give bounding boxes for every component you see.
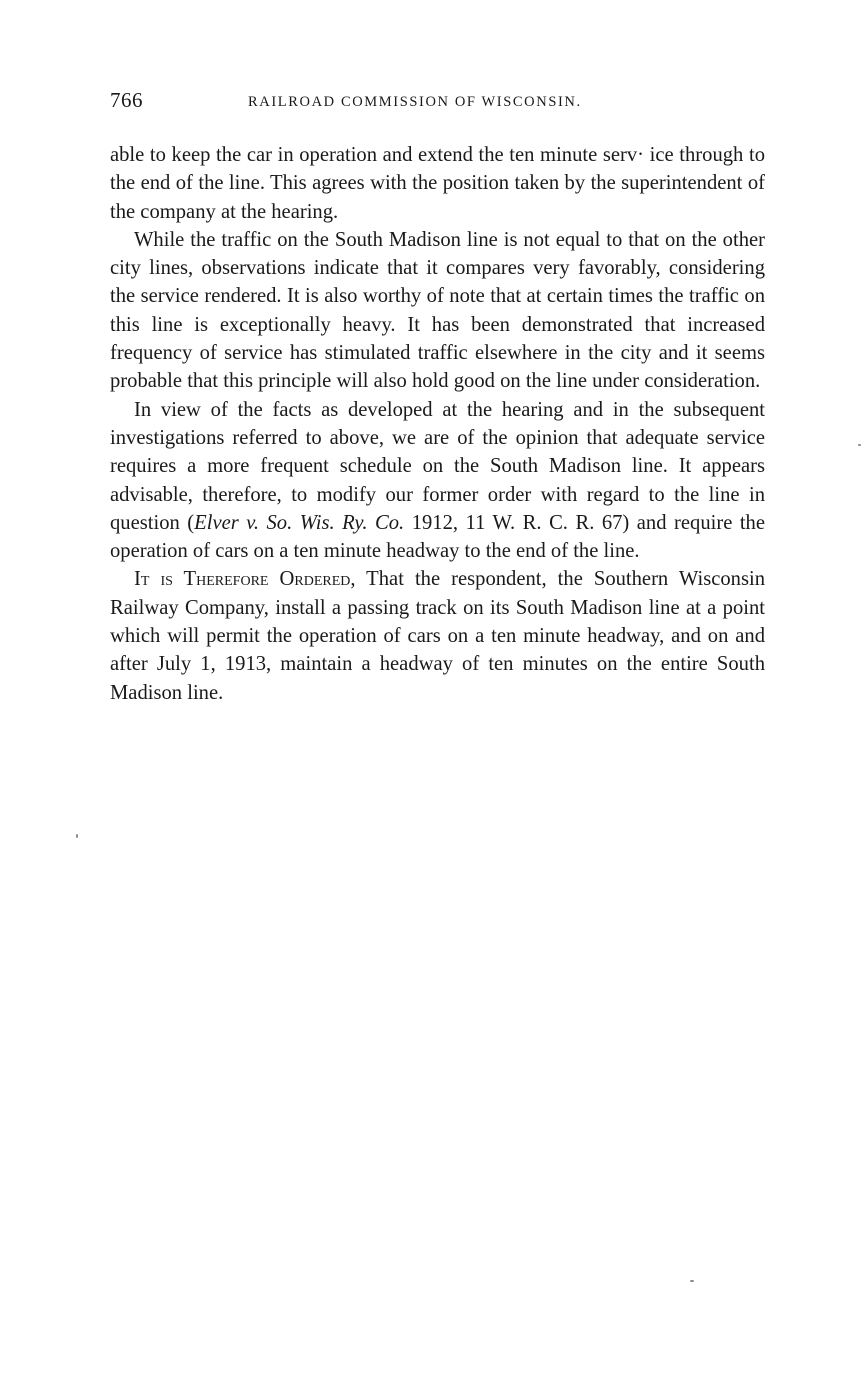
order-lead: It is Therefore Ordered, <box>134 568 356 591</box>
scan-speck <box>690 1280 694 1282</box>
paragraph-text-before-citation: In view of the facts as developed at the hearing and in the subsequent investigations referred to above, we are of the opinion that adequate service requires a more frequent schedule on the South Madison line. It appears advisable, therefore, to modify our former order with regard to the line in question ( <box>110 398 765 534</box>
paragraph-text: While the traffic on the South Madison line is not equal to that on the other city lines, observations indicate that it compares very favorably, considering the service rendered. It is also worthy of note that at certain times the traffic on this line is exceptionally heavy. It has been demonstrated that increased frequency of service has stimulated traffic elsewhere in the city and it seems probable that this principle will also hold good on the line under consideration. <box>110 228 765 393</box>
paragraph-text: That the respondent, the Southern Wisconsin Railway Company, install a passing track on its South Madison line at a point which will permit the operation of cars on a ten minute headway, and on and after July 1, 1913, maintain a headway of ten minutes on the entire South Madison line. <box>110 568 765 704</box>
page-number: 766 <box>110 88 143 112</box>
running-head: RAILROAD COMMISSION OF WISCONSIN. <box>248 94 582 110</box>
page-header <box>110 88 765 118</box>
paragraph-text-after-citation: 1912, 11 W. R. C. R. 67) and require the operation of cars on a ten minute headway to the end of the line. <box>110 511 765 563</box>
case-citation: Elver v. So. Wis. Ry. Co. <box>194 511 405 534</box>
scan-speck <box>76 834 78 838</box>
paragraph-order <box>110 565 765 706</box>
paragraph-text: able to keep the car in operation and extend the ten minute serv· ice through to the end of the line. This agrees with the position taken by the superintendent of the company at the hearing. <box>110 144 765 223</box>
paragraph-findings <box>110 396 765 566</box>
scan-speck <box>858 444 861 446</box>
paragraph-continuation <box>110 141 765 226</box>
body-text <box>110 141 765 707</box>
paragraph-traffic <box>110 226 765 396</box>
